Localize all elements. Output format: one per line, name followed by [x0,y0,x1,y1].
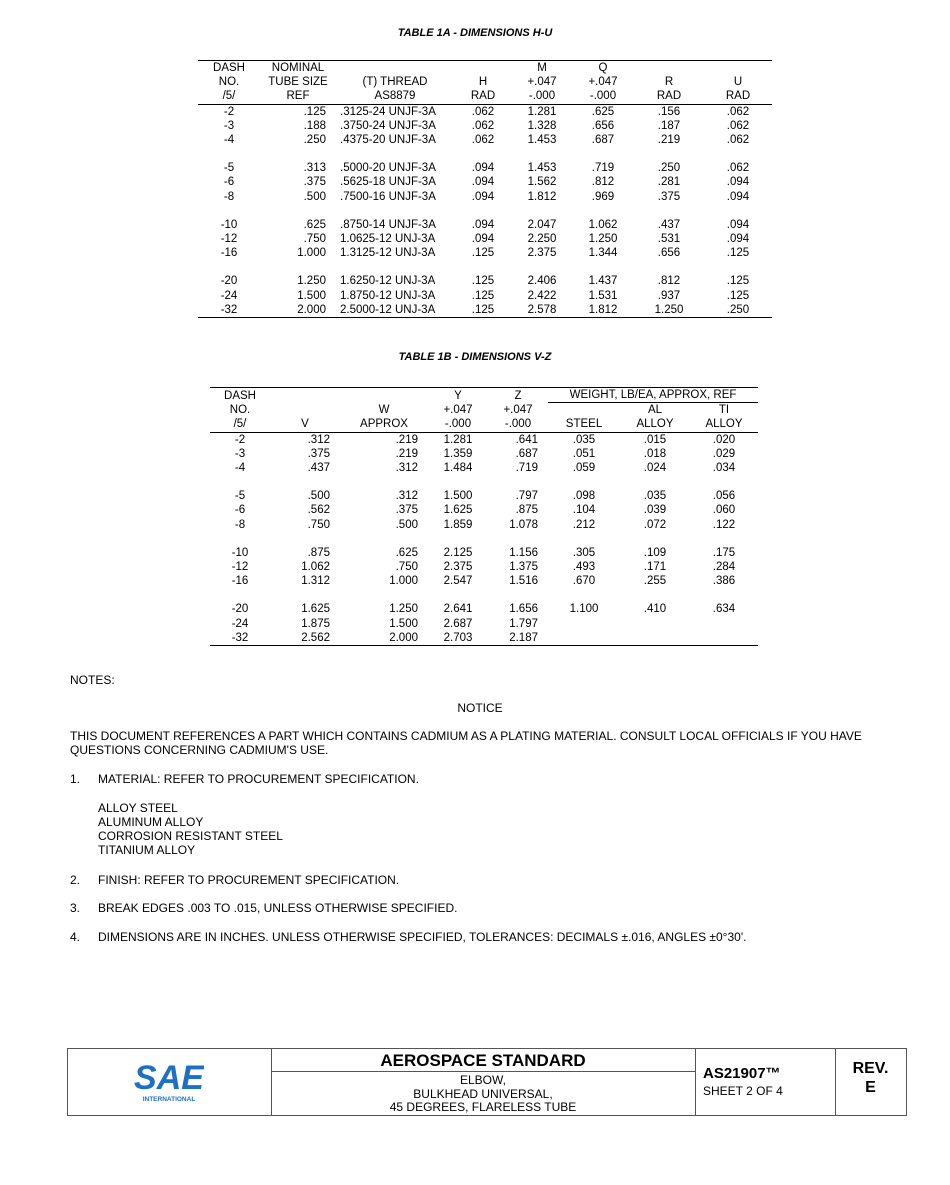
header-ti: TI [718,404,730,417]
table-cell: -16 [231,575,249,588]
table-row [198,175,772,189]
note-number: 1. [70,772,81,786]
header-thread: (T) THREAD [362,76,428,89]
table-cell: -5 [234,490,246,503]
table-cell: -10 [231,546,249,559]
note-text: FINISH: REFER TO PROCUREMENT SPECIFICATION. [98,873,400,887]
table-cell: 1.859 [443,518,473,531]
table-1a-title: TABLE 1A - DIMENSIONS H-U [397,27,553,39]
header-r: R [664,76,674,89]
table-cell: .020 [712,433,736,446]
header-z: Z [514,389,522,402]
table-cell: 1.500 [443,490,473,503]
table-cell: .687 [591,134,615,147]
table-cell: .250 [726,303,750,316]
table-row [198,289,772,303]
table-cell: 1.062 [301,561,330,574]
table-cell: .250 [657,162,681,175]
docnum-cell [695,1049,836,1115]
note-number: 3. [70,901,81,915]
table-cell: 1.484 [443,462,473,475]
table-cell: 1.453 [527,134,557,147]
table-cell: -4 [234,462,246,475]
table-cell: -24 [231,617,249,630]
table-cell: .250 [303,134,326,147]
table-cell: .125 [726,275,750,288]
table-cell: .094 [471,218,495,231]
table-cell: -3 [234,447,246,460]
table-cell: .312 [307,433,330,446]
table-cell: .051 [572,447,596,460]
group-spacer [198,204,772,218]
table-cell: 1.250 [588,233,618,246]
table-cell: .375 [395,504,418,517]
table-cell: .937 [657,289,681,302]
table-1a-body [198,104,772,317]
table-cell: 2.687 [443,617,473,630]
logo-cell [68,1049,272,1115]
table-cell: .313 [303,162,326,175]
table-cell: .034 [712,462,736,475]
table-cell: 2.5000-12 UNJ-3A [340,303,436,316]
header-dash-no: NO. [229,404,251,417]
table-cell: .039 [643,504,667,517]
table-cell: .750 [307,518,330,531]
table-cell: -12 [220,233,238,246]
table-cell: .375 [303,176,326,189]
table-cell: .094 [471,190,495,203]
table-cell: .312 [395,462,418,475]
notice-title: NOTICE [457,701,503,715]
table-row [210,447,758,461]
header-tube: NOMINAL [271,62,325,74]
table-row [210,602,758,616]
table-cell: -4 [223,134,235,147]
table-cell: 1.250 [654,303,684,316]
sae-logo-icon [134,1059,204,1105]
header-steel: STEEL [565,418,603,431]
table-cell: .125 [471,247,495,260]
table-1b-body [210,432,758,645]
table-cell: 2.250 [527,233,557,246]
table-cell: 1.531 [588,289,618,302]
description-line: ELBOW, [459,1073,506,1087]
table-cell: .5000-20 UNJF-3A [340,162,436,175]
material-item: ALUMINUM ALLOY [98,815,204,829]
table-cell [690,617,758,631]
table-row [210,560,758,574]
table-cell: .094 [726,190,750,203]
header-h-rad: RAD [470,90,496,103]
revision-cell [835,1049,906,1115]
table-cell: .219 [395,447,418,460]
table-cell [620,631,690,646]
table-cell: 1.0625-12 UNJ-3A [340,233,436,246]
revision-label: REV. [852,1060,889,1077]
table-cell: .375 [657,190,681,203]
table-cell: .125 [471,303,495,316]
table-cell: .060 [712,504,736,517]
header-u-rad: RAD [725,90,751,103]
table-cell: 1.797 [509,617,538,630]
table-cell: -16 [220,247,238,260]
table-cell: .7500-16 UNJF-3A [340,190,436,203]
table-row [198,274,772,288]
table-cell: .750 [303,233,326,246]
table-cell: .094 [726,218,750,231]
table-cell: .812 [657,275,681,288]
table-cell: 2.375 [443,561,473,574]
table-cell: .122 [712,518,736,531]
table-cell: .062 [471,119,495,132]
table-cell: .212 [572,518,596,531]
header-q-tol-minus: -.000 [589,90,617,103]
table-cell: .812 [591,176,615,189]
note-number: 2. [70,873,81,887]
table-cell: 1.6250-12 UNJ-3A [340,275,436,288]
header-y-tol-minus: -.000 [444,418,472,431]
header-w-approx: APPROX [360,418,408,431]
notice-text: THIS DOCUMENT REFERENCES A PART WHICH CONTAINS CADMIUM AS A PLATING MATERIAL. CONSULT LOCAL OFFICIALS IF YOU HAVE QUESTIONS CONCERNING CADMIUM'S USE. [70,729,862,758]
table-cell: .437 [307,462,330,475]
table-1b [210,387,758,646]
logo-subtext: INTERNATIONAL [142,1096,196,1103]
table-row [210,631,758,646]
table-cell: .410 [643,603,667,616]
table-cell: 1.000 [297,247,326,260]
table-cell [690,631,758,646]
table-cell: 1.812 [527,190,557,203]
header-v: V [301,418,309,431]
group-spacer [198,147,772,161]
table-cell [548,631,620,646]
header-dash-no: NO. [218,76,240,89]
table-cell: .3750-24 UNJF-3A [340,119,436,132]
table-cell [620,617,690,631]
note-text: BREAK EDGES .003 TO .015, UNLESS OTHERWISE SPECIFIED. [98,901,458,915]
table-cell: 2.125 [443,546,473,559]
table-cell: .493 [572,561,596,574]
table-cell: .625 [591,105,615,118]
table-cell: -8 [223,190,235,203]
group-spacer [210,475,758,489]
table-cell: .171 [643,561,667,574]
table-cell: .656 [657,247,681,260]
table-row [198,119,772,133]
table-cell: .531 [657,233,681,246]
table-cell: .656 [591,119,615,132]
table-row [210,489,758,503]
table-row [210,432,758,447]
table-cell: -24 [220,289,238,302]
table-cell: .035 [572,433,596,446]
title-block [67,1048,907,1116]
table-cell: 1.625 [443,504,473,517]
table-cell: 2.406 [527,275,557,288]
table-cell: .125 [303,105,326,118]
table-cell: -2 [223,105,235,118]
table-row [210,617,758,631]
table-cell: 1.875 [301,617,330,630]
table-cell: 1.375 [509,561,538,574]
table-cell: 1.3125-12 UNJ-3A [340,247,436,260]
header-dash: DASH [224,389,256,402]
header-m: M [537,62,547,74]
table-row [198,161,772,175]
table-cell: .500 [303,190,326,203]
table-cell: .562 [307,504,330,517]
table-row [210,503,758,517]
table-cell: 1.312 [301,575,330,588]
table-1a [198,60,772,318]
table-cell: 2.000 [297,303,326,316]
table-cell: .219 [657,134,681,147]
header-m-tol-plus: +.047 [527,76,557,89]
table-cell: .719 [591,162,615,175]
table-cell: .094 [471,162,495,175]
header-al-alloy: ALLOY [636,418,674,431]
table-cell: .098 [572,490,596,503]
description-line: BULKHEAD UNIVERSAL, [413,1086,553,1101]
table-cell: 2.578 [527,303,557,316]
table-cell: -6 [234,504,246,517]
table-cell: .094 [471,176,495,189]
table-cell: 2.562 [301,631,330,644]
table-cell: .104 [572,504,596,517]
header-u: U [733,76,743,89]
table-cell: .125 [726,247,750,260]
table-cell: .641 [515,433,538,446]
table-cell: 1.812 [588,303,618,316]
table-row [210,518,758,532]
table-cell: .625 [303,218,326,231]
table-row [198,218,772,232]
table-cell: .4375-20 UNJF-3A [340,134,436,147]
table-cell: 2.375 [527,247,557,260]
table-cell: .500 [395,518,418,531]
group-spacer [210,588,758,602]
table-cell: .072 [643,518,667,531]
table-row [210,461,758,475]
table-cell: .281 [657,176,681,189]
table-cell: .625 [395,546,418,559]
table-cell: .375 [307,447,330,460]
table-cell: 1.062 [588,218,618,231]
table-cell: -32 [231,631,249,644]
table-cell: .056 [712,490,736,503]
table-cell: 1.656 [509,603,538,616]
table-cell: 1.359 [443,447,473,460]
table-cell: .719 [515,462,538,475]
table-cell: .312 [395,490,418,503]
table-cell: .3125-24 UNJF-3A [340,105,436,118]
note-number: 4. [70,930,81,944]
table-cell [548,617,620,631]
logo-text: SAE [134,1059,204,1097]
table-cell: .750 [395,561,418,574]
table-cell: .062 [471,105,495,118]
header-r-rad: RAD [656,90,682,103]
material-item: TITANIUM ALLOY [98,843,196,857]
table-cell: 1.156 [509,546,538,559]
table-cell: .029 [712,447,736,460]
table-cell: 1.100 [569,603,599,616]
sheet-number: SHEET 2 OF 4 [703,1084,783,1098]
table-cell: .094 [726,233,750,246]
table-row [198,246,772,260]
table-cell: 1.8750-12 UNJ-3A [340,289,436,302]
table-cell: 2.000 [389,631,418,644]
table-row [198,104,772,119]
table-cell: 1.000 [389,575,418,588]
table-cell: -32 [220,303,238,316]
header-tube-ref: REF [286,90,310,103]
table-cell: 1.562 [527,176,557,189]
header-dash-ref: /5/ [222,90,236,103]
table-cell: .305 [572,546,596,559]
table-cell: .125 [471,289,495,302]
material-item: ALLOY STEEL [98,801,178,815]
table-cell: 1.500 [297,289,326,302]
table-cell: .875 [307,546,330,559]
description-line: 45 DEGREES, FLARELESS TUBE [389,1100,577,1114]
table-cell: 2.703 [443,631,473,644]
table-cell: .024 [643,462,667,475]
table-row [210,546,758,560]
table-cell: -2 [234,433,246,446]
table-cell: .059 [572,462,596,475]
table-row [210,574,758,588]
table-cell: 1.516 [509,575,538,588]
group-spacer [198,260,772,274]
table-cell: 2.422 [527,289,557,302]
table-cell: .5625-18 UNJF-3A [340,176,436,189]
table-cell: .062 [471,134,495,147]
table-row [198,303,772,318]
table-cell: 1.500 [389,617,418,630]
document-number: AS21907™ [703,1065,781,1082]
table-cell: .187 [657,119,681,132]
table-cell: .175 [712,546,736,559]
revision [835,1059,906,1097]
header-tube-size: TUBE SIZE [268,76,328,89]
table-cell: .437 [657,218,681,231]
header-y-tol-plus: +.047 [443,404,473,417]
table-cell: .188 [303,119,326,132]
title-cell [271,1049,696,1115]
header-weight-group: WEIGHT, LB/EA, APPROX, REF [548,388,758,403]
table-cell: 2.547 [443,575,473,588]
table-cell: .875 [515,504,538,517]
header-q-tol-plus: +.047 [588,76,618,89]
table-cell: 1.625 [301,603,330,616]
table-cell: .670 [572,575,596,588]
header-z-tol-minus: -.000 [504,418,532,431]
table-1b-title: TABLE 1B - DIMENSIONS V-Z [398,351,552,363]
table-cell: 2.187 [509,631,538,644]
table-cell: 2.641 [443,603,473,616]
header-dash-ref: /5/ [233,418,247,431]
table-cell: .687 [515,447,538,460]
table-cell: -3 [223,119,235,132]
table-cell: -8 [234,518,246,531]
note-text: MATERIAL: REFER TO PROCUREMENT SPECIFICATION. [98,772,419,786]
header-y: Y [454,389,462,402]
table-cell: 1.437 [588,275,618,288]
table-cell: .969 [591,190,615,203]
table-cell: -5 [223,162,235,175]
header-w: W [378,404,390,417]
part-description [271,1071,695,1115]
table-cell: .125 [726,289,750,302]
table-cell: -10 [220,218,238,231]
table-cell: -12 [231,561,249,574]
table-cell: 1.250 [389,603,418,616]
table-cell: 1.281 [527,105,557,118]
group-spacer [210,532,758,546]
table-cell: .035 [643,490,667,503]
header-dash: DASH [213,62,245,74]
header-z-tol-plus: +.047 [503,404,533,417]
table-cell: 1.328 [527,119,557,132]
table-cell: -20 [220,275,238,288]
table-cell: 2.047 [527,218,557,231]
table-row [198,133,772,147]
table-cell: .062 [726,105,750,118]
header-al: AL [647,404,663,417]
table-cell: .284 [712,561,736,574]
header-h: H [478,76,488,89]
table-cell: .500 [307,490,330,503]
table-cell: 1.344 [588,247,618,260]
table-cell: .015 [643,433,667,446]
revision-value: E [865,1079,876,1096]
table-row [198,232,772,246]
table-cell: .094 [726,176,750,189]
table-cell: -20 [231,603,249,616]
header-ti-alloy: ALLOY [705,418,743,431]
table-row [198,190,772,204]
table-cell: .109 [643,546,667,559]
table-cell: .8750-14 UNJF-3A [340,218,436,231]
table-cell: .386 [712,575,736,588]
standard-title: AEROSPACE STANDARD [380,1051,586,1070]
table-cell: .255 [643,575,667,588]
table-cell: -6 [223,176,235,189]
table-cell: .062 [726,119,750,132]
table-cell: .125 [471,275,495,288]
header-m-tol-minus: -.000 [528,90,556,103]
table-cell: 1.078 [509,518,538,531]
table-cell: .018 [643,447,667,460]
table-cell: .062 [726,134,750,147]
table-cell: 1.250 [297,275,326,288]
table-cell: .634 [712,603,736,616]
table-cell: .094 [471,233,495,246]
header-thread-spec: AS8879 [374,90,416,103]
table-cell: .797 [515,490,538,503]
table-cell: 1.281 [443,433,473,446]
note-text: DIMENSIONS ARE IN INCHES. UNLESS OTHERWISE SPECIFIED, TOLERANCES: DECIMALS ±.016, ANGLES ±0°30'. [98,930,747,944]
material-item: CORROSION RESISTANT STEEL [98,829,283,843]
table-cell: .062 [726,162,750,175]
table-cell: .156 [657,105,681,118]
notes-label: NOTES: [70,673,115,687]
header-q: Q [598,62,608,74]
table-cell: .219 [395,433,418,446]
table-cell: 1.453 [527,162,557,175]
